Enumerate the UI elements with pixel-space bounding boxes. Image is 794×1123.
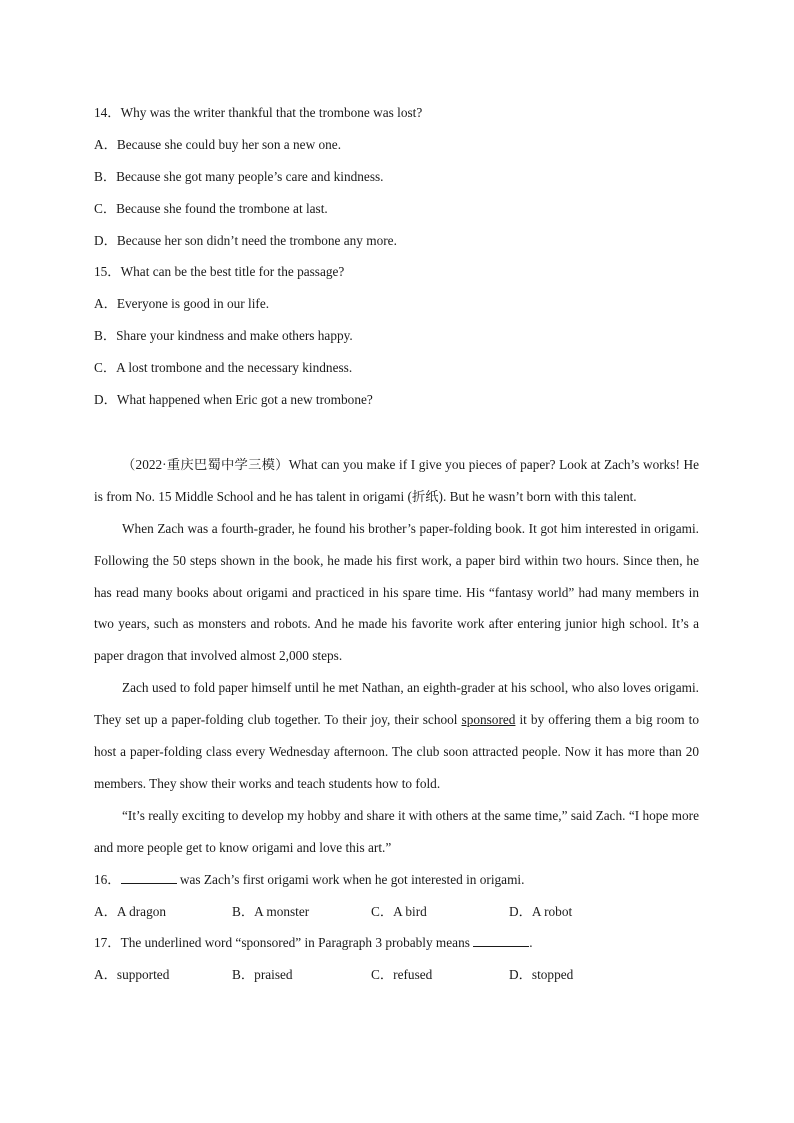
question-17-option-c: C．refused [371, 967, 433, 983]
question-17-option-d: D．stopped [509, 967, 574, 983]
question-16-text: was Zach’s first origami work when he got interested in origami. [176, 871, 525, 887]
section-gap [94, 416, 699, 449]
question-16-option-d: D．A robot [509, 903, 573, 919]
passage-paragraph-1 [94, 449, 699, 513]
passage-paragraph-3 [94, 672, 699, 800]
question-16-stem [94, 864, 699, 896]
passage-paragraph-4: “It’s really exciting to develop my hobby and share it with others at the same time,” said Zach. “I hope more and more people get to know origami and love this art.” [94, 807, 699, 855]
passage-paragraph-1-text: What can you make if I give you pieces of paper? Look at Zach’s works! He is from No. 15 Middle School and he has talent in origami (折纸). But he wasn’t born with this talent. [94, 456, 699, 504]
question-14-stem: 14．Why was the writer thankful that the trombone was lost? [94, 105, 423, 120]
question-16-option-a: A．A dragon [94, 903, 167, 919]
question-16-number: 16． [94, 871, 121, 887]
question-14-option-b: B．Because she got many people’s care and kindness. [94, 168, 384, 184]
question-17-option-a: A．supported [94, 967, 170, 983]
question-15-stem: 15．What can be the best title for the passage? [94, 264, 345, 280]
question-15-option-c: C．A lost trombone and the necessary kindness. [94, 360, 353, 376]
question-15-option-b: B．Share your kindness and make others happy. [94, 328, 353, 344]
question-17-options [94, 959, 699, 991]
worksheet-page [94, 97, 699, 991]
underlined-word-sponsored: sponsored [461, 712, 516, 728]
question-14-option-c: C．Because she found the trombone at last. [94, 200, 328, 216]
question-14-option-a: A．Because she could buy her son a new one. [94, 136, 342, 152]
question-16-option-b: B．A monster [232, 903, 310, 919]
passage-source: （2022·重庆巴蜀中学三模） [122, 456, 289, 472]
passage-paragraph-2: When Zach was a fourth-grader, he found his brother’s paper-folding book. It got him interested in origami. Following the 50 steps shown in the book, he made his first work, a paper bird within two hours. Since then, he has read many books about origami and practiced in his spare time. His “fantasy world” had many members in two years, such as monsters and robots. And he made his favorite work after entering junior high school. It’s a paper dragon that involved almost 2,000 steps. [94, 520, 699, 664]
question-17-period: . [529, 935, 533, 951]
question-16-options [94, 896, 699, 928]
question-15-option-d: D．What happened when Eric got a new trombone? [94, 392, 373, 408]
question-14-option-d: D．Because her son didn’t need the trombone any more. [94, 232, 397, 248]
passage-paragraph-3-start: Zach used to fold paper himself until he met Nathan, an eighth-grader at his school, who also loves origami. They set up a paper-folding club together. To their joy, their school [94, 680, 699, 728]
question-16-option-c: C．A bird [371, 903, 427, 919]
answer-blank [121, 871, 177, 884]
passage-paragraph-3-end: it by offering them a big room to host a paper-folding class every Wednesday afternoon. The club soon attracted people. Now it has more than 20 members. They show their works and teach students how to fold. [94, 712, 699, 791]
question-17-text: 17．The underlined word “sponsored” in Paragraph 3 probably means [94, 935, 474, 951]
answer-blank [473, 934, 529, 947]
question-15-option-a: A．Everyone is good in our life. [94, 296, 270, 312]
question-17-option-b: B．praised [232, 967, 293, 983]
question-17-stem [94, 927, 699, 959]
